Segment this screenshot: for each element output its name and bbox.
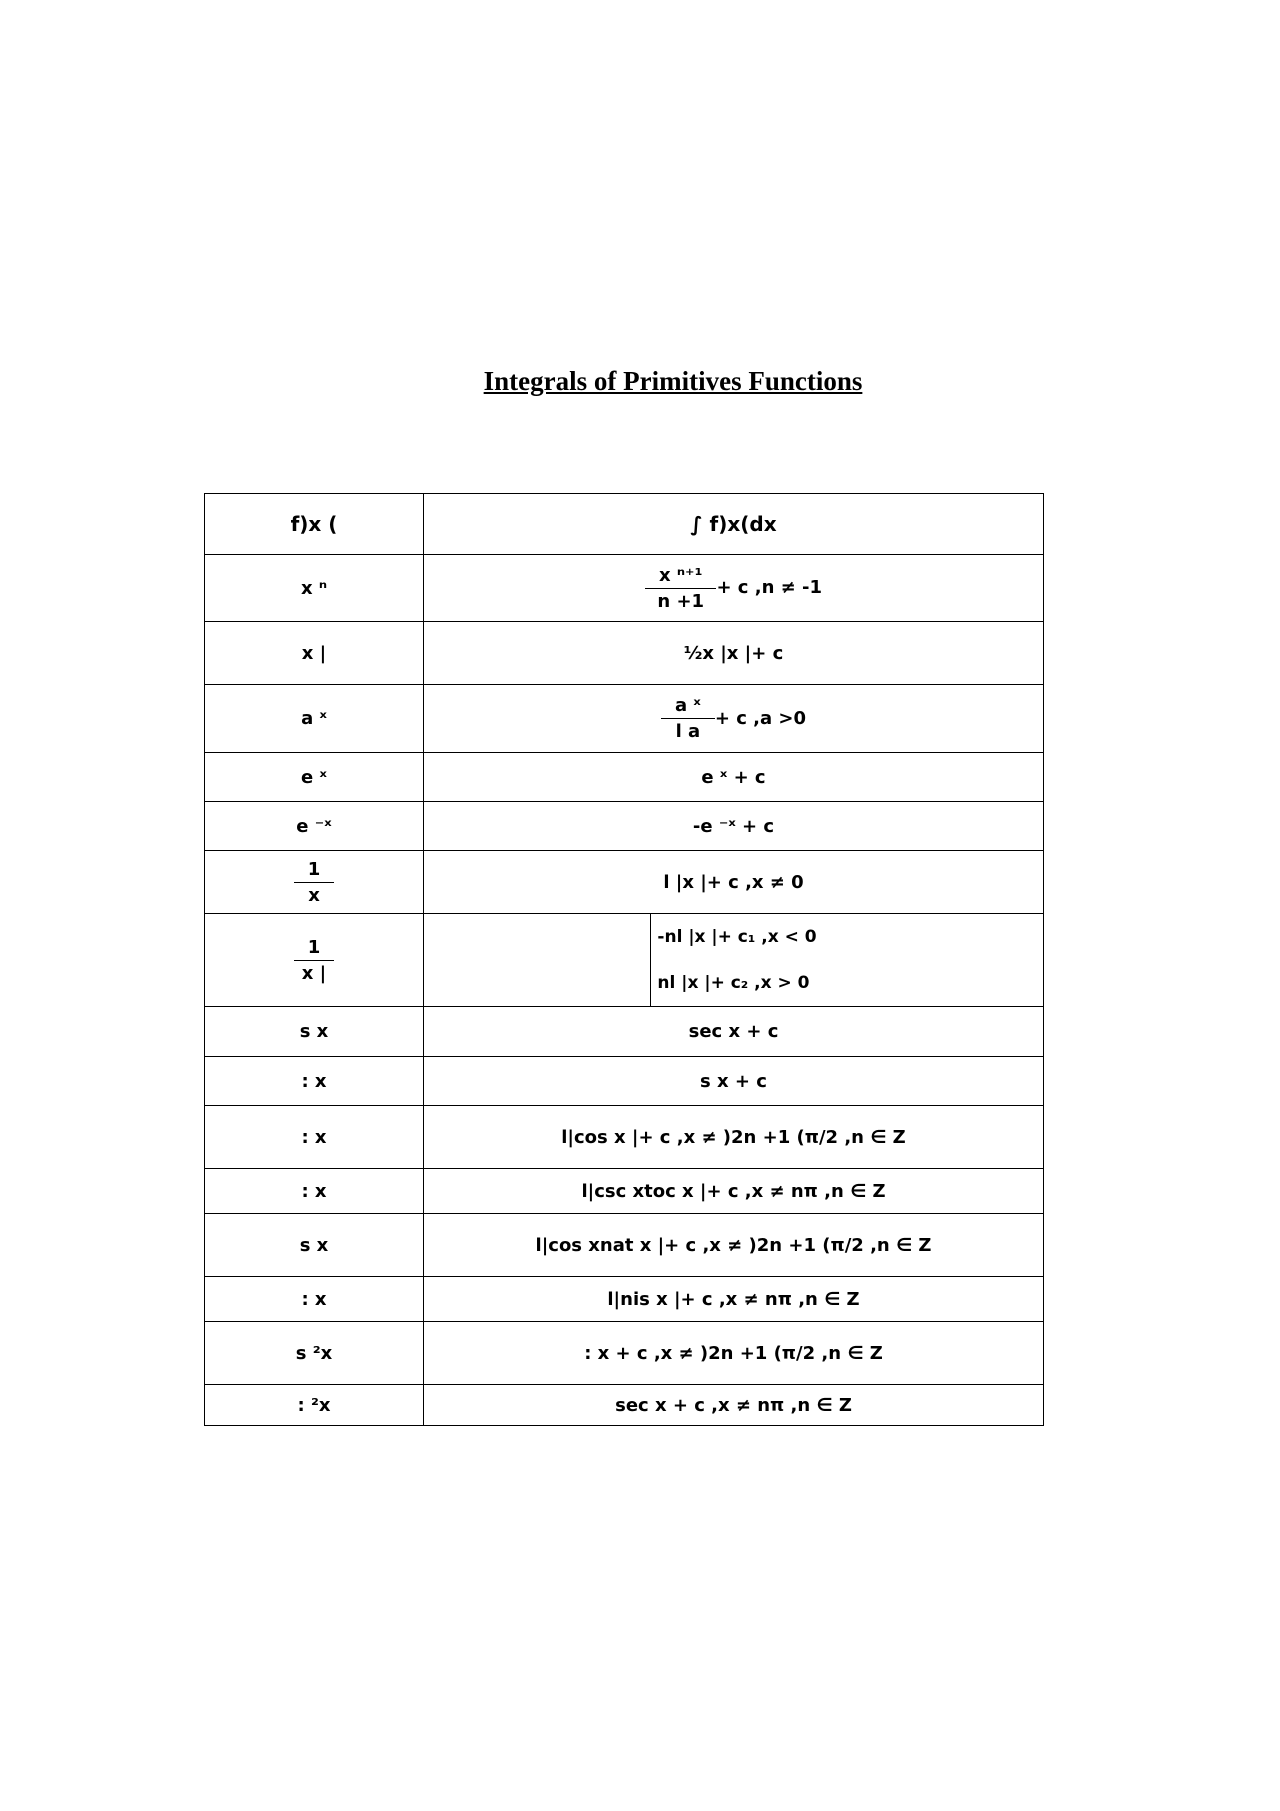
- function-cell: [205, 1385, 424, 1426]
- denominator: x |: [301, 962, 327, 984]
- table-row: [205, 1057, 1044, 1106]
- integral-cell: [424, 1007, 1044, 1057]
- formula-text: : x: [301, 1070, 327, 1092]
- formula-text: s x + c: [700, 1070, 767, 1092]
- formula-text: ½x |x |+ c: [683, 642, 784, 664]
- formula-text: l|cos xnat x |+ c ,x ≠ )2n +1 (π/2 ,n ∈ Z: [535, 1234, 932, 1256]
- integral-cell: [424, 1057, 1044, 1106]
- function-cell: [205, 1007, 424, 1057]
- formula-text: : x: [301, 1288, 327, 1310]
- page-title: Integrals of Primitives Functions: [483, 366, 863, 396]
- formula-text: s ²x: [295, 1342, 333, 1364]
- table-row: [205, 622, 1044, 685]
- integral-cell: [424, 914, 1044, 1007]
- function-cell: [205, 1214, 424, 1277]
- formula-tail: + c ,a >0: [714, 707, 806, 729]
- numerator: a ˣ: [661, 695, 715, 719]
- integral-cell: [424, 1169, 1044, 1214]
- function-cell: [205, 914, 424, 1007]
- integrals-table: [204, 493, 1044, 1426]
- integral-cell: [424, 1322, 1044, 1385]
- formula-text: l |x |+ c ,x ≠ 0: [663, 871, 804, 893]
- integral-cell: [424, 753, 1044, 802]
- formula-text: l|nis x |+ c ,x ≠ nπ ,n ∈ Z: [607, 1288, 860, 1310]
- table-row: [205, 753, 1044, 802]
- numerator: x ⁿ⁺¹: [645, 565, 716, 589]
- formula-text: x |: [301, 642, 327, 664]
- integral-cell: [424, 685, 1044, 753]
- integral-cell: [424, 555, 1044, 622]
- table-row: [205, 1277, 1044, 1322]
- table-row: [205, 1385, 1044, 1426]
- formula-text: : x: [301, 1126, 327, 1148]
- table-row: [205, 1007, 1044, 1057]
- function-cell: [205, 1322, 424, 1385]
- formula: [645, 564, 823, 612]
- fraction: [294, 937, 335, 984]
- table-row: [205, 1169, 1044, 1214]
- formula-text: l|cos x |+ c ,x ≠ )2n +1 (π/2 ,n ∈ Z: [561, 1126, 906, 1148]
- table-row: [205, 1214, 1044, 1277]
- header-function: f)x (: [205, 494, 424, 555]
- denominator: n +1: [657, 590, 705, 612]
- fraction: [294, 859, 335, 906]
- case-line: -nl |x |+ c₁ ,x < 0: [657, 927, 817, 947]
- integral-cell: [424, 802, 1044, 851]
- function-cell: [205, 1057, 424, 1106]
- integral-cell: [424, 1214, 1044, 1277]
- integral-cell: [424, 1106, 1044, 1169]
- function-cell: [205, 622, 424, 685]
- numerator: 1: [294, 859, 335, 883]
- integral-cell: [424, 1385, 1044, 1426]
- integral-cell: [424, 622, 1044, 685]
- integral-cell: [424, 1277, 1044, 1322]
- formula-text: a ˣ: [301, 708, 327, 729]
- denominator: x: [308, 884, 320, 906]
- formula-text: sec x + c: [688, 1021, 779, 1042]
- table-row: [205, 914, 1044, 1007]
- formula-tail: + c ,n ≠ -1: [716, 577, 823, 598]
- table-header-row: [205, 494, 1044, 555]
- formula: [661, 695, 806, 742]
- denominator: l a: [675, 721, 701, 742]
- function-cell: [205, 851, 424, 914]
- function-cell: [205, 555, 424, 622]
- formula-text: x ⁿ: [300, 577, 328, 599]
- function-cell: [205, 802, 424, 851]
- formula-text: s x: [299, 1021, 329, 1042]
- fraction: [645, 565, 716, 612]
- formula-text: sec x + c ,x ≠ nπ ,n ∈ Z: [615, 1394, 852, 1416]
- fraction: [661, 695, 715, 742]
- formula-text: e ⁻ˣ: [296, 815, 332, 837]
- formula-text: : x: [301, 1180, 327, 1202]
- case-line: nl |x |+ c₂ ,x > 0: [657, 973, 810, 993]
- function-cell: [205, 1277, 424, 1322]
- formula-text: e ˣ + c: [701, 766, 766, 788]
- function-cell: [205, 685, 424, 753]
- table-row: [205, 1106, 1044, 1169]
- integral-cell: [424, 851, 1044, 914]
- formula-text: : x + c ,x ≠ )2n +1 (π/2 ,n ∈ Z: [584, 1342, 883, 1364]
- table-row: [205, 555, 1044, 622]
- table-row: [205, 851, 1044, 914]
- formula: [294, 858, 335, 906]
- formula-text: l|csc xtoc x |+ c ,x ≠ nπ ,n ∈ Z: [581, 1180, 886, 1202]
- header-integral: ∫ f)x(dx: [424, 494, 1044, 555]
- formula-text: : ²x: [297, 1394, 331, 1416]
- function-cell: [205, 1106, 424, 1169]
- formula-text: e ˣ: [301, 766, 327, 788]
- numerator: 1: [294, 937, 335, 961]
- function-cell: [205, 1169, 424, 1214]
- formula: [294, 936, 335, 984]
- table-row: [205, 685, 1044, 753]
- table-row: [205, 802, 1044, 851]
- piecewise-formula: [650, 914, 816, 1006]
- formula-text: -e ⁻ˣ + c: [692, 815, 775, 837]
- table-row: [205, 1322, 1044, 1385]
- function-cell: [205, 753, 424, 802]
- formula-text: s x: [299, 1234, 329, 1256]
